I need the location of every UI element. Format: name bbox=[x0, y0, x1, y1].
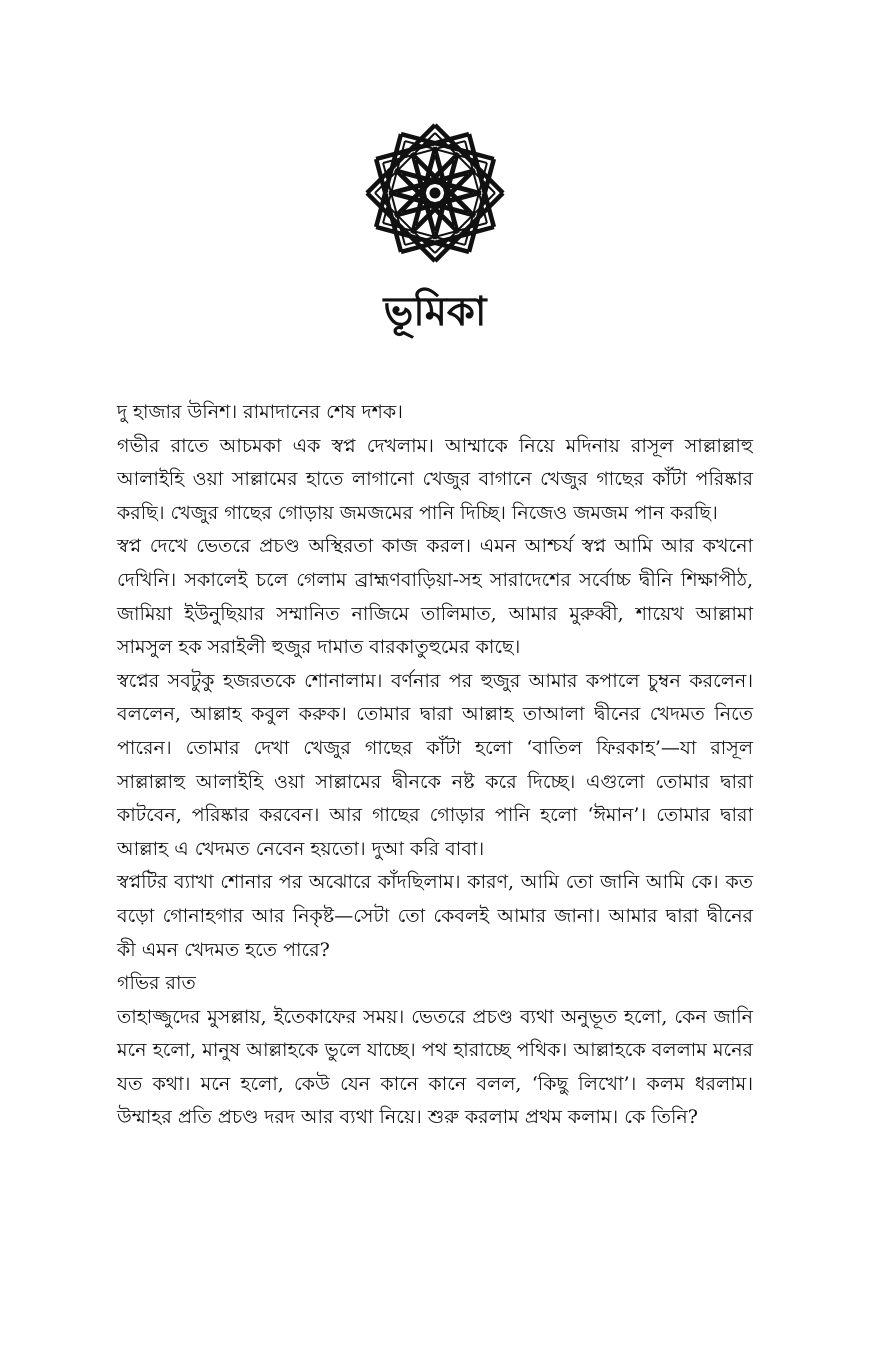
paragraph: স্বপ্নের সবটুকু হজরতকে শোনালাম। বর্ণনার পর হুজুর আমার কপালে চুম্বন করলেন। বললেন, আল্লাহ কবুল করুক। তোমার দ্বারা আল্লাহ তাআলা দ্বীনের খেদমত নিতে পারেন। তোমার দেখা খেজুর গাছের কাঁটা হলো ‘বাতিল ফিরকাহ’—যা রাসূল সাল্লাল্লাহু আলাইহি ওয়া সাল্লামের দ্বীনকে নষ্ট করে দিচ্ছে। এগুলো তোমার দ্বারা কাটবেন, পরিষ্কার করবেন। আর গাছের গোড়ার পানি হলো ‘ঈমান’। তোমার দ্বারা আল্লাহ এ খেদমত নেবেন হয়তো। দুআ করি বাবা। bbox=[117, 669, 753, 860]
paragraph: তাহাজ্জুদের মুসল্লায়, ইতেকাফের সময়। ভেতরে প্রচণ্ড ব্যথা অনুভূত হলো, কেন জানি মনে হলো, মানুষ আল্লাহকে ভুলে যাচ্ছে। পথ হারাচ্ছে পথিক। আল্লাহকে বললাম মনের যত কথা। মনে হলো, কেউ যেন কানে কানে বলল, ‘কিছু লিখো’। কলম ধরলাম। উম্মাহর প্রতি প্রচণ্ড দরদ আর ব্যথা নিয়ে। শুরু করলাম প্রথম কলাম। কে তিনি? bbox=[117, 1005, 753, 1129]
paragraph: গভীর রাতে আচমকা এক স্বপ্ন দেখলাম। আম্মাকে নিয়ে মদিনায় রাসূল সাল্লাল্লাহু আলাইহি ওয়া সাল্লামের হাতে লাগানো খেজুর বাগানে খেজুর গাছের কাঁটা পরিষ্কার করছি। খেজুর গাছের গোড়ায় জমজমের পানি দিচ্ছি। নিজেও জমজম পান করছি। bbox=[117, 434, 753, 524]
paragraph: স্বপ্ন দেখে ভেতরে প্রচণ্ড অস্থিরতা কাজ করল। এমন আশ্চর্য স্বপ্ন আমি আর কখনো দেখিনি। সকালেই চলে গেলাম ব্রাহ্মণবাড়িয়া-সহ সারাদেশের সর্বোচ্চ দ্বীনি শিক্ষাপীঠ, জামিয়া ইউনুছিয়ার সম্মানিত নাজিমে তালিমাত, আমার মুরুব্বী, শায়েখ আল্লামা সামসুল হক সরাইলী হুজুর দামাত বারকাতুহুমের কাছে। bbox=[117, 535, 753, 659]
page-title: ভূমিকা bbox=[383, 289, 487, 335]
paragraph: স্বপ্নটির ব্যাখা শোনার পর অঝোরে কাঁদছিলাম। কারণ, আমি তো জানি আমি কে। কত বড়ো গোনাহগার আর নিকৃষ্ট—সেটা তো কেবলই আমার জানা। আমার দ্বারা দ্বীনের কী এমন খেদমত হতে পারে? bbox=[117, 871, 753, 961]
twelve-point-arabesque-star-icon bbox=[362, 120, 508, 266]
preface-body bbox=[117, 396, 753, 1135]
paragraph: গভির রাত bbox=[117, 972, 196, 995]
paragraph: দু হাজার উনিশ। রামাদানের শেষ দশক। bbox=[117, 401, 403, 423]
